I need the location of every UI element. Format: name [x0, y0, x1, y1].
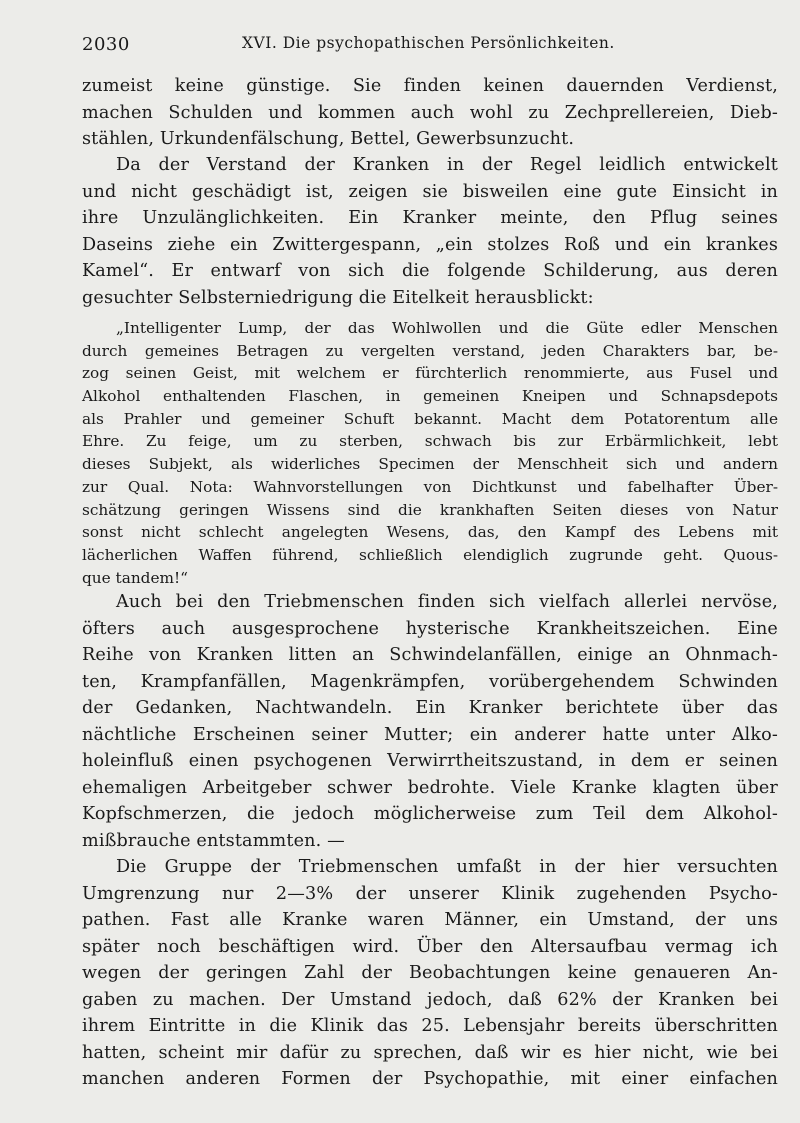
- text-line: gaben zu machen. Der Umstand jedoch, daß 62% der Kranken bei: [82, 989, 778, 1010]
- running-head: XVI. Die psychopathischen Persönlichkeiten.: [242, 34, 615, 52]
- text-line: ihre Unzulänglichkeiten. Ein Kranker meinte, den Pflug seines: [82, 208, 778, 228]
- page-header: [82, 30, 782, 58]
- text-line: später noch beschäftigen wird. Über den Altersaufbau vermag ich: [82, 936, 778, 957]
- paragraph-1: [82, 73, 778, 153]
- text-line: gesuchter Selbsterniedrigung die Eitelkeit herausblickt:: [82, 287, 594, 308]
- quote-line: „Intelligenter Lump, der das Wohlwollen und die Güte edler Menschen: [116, 319, 778, 337]
- text-line: Da der Verstand der Kranken in der Regel leidlich entwickelt: [116, 155, 778, 175]
- quote-line: sonst nicht schlecht angelegten Wesens, das, den Kampf des Lebens mit: [82, 523, 778, 542]
- text-line: ehemaligen Arbeitgeber schwer bedrohte. Viele Kranke klagten über: [82, 777, 778, 798]
- text-line: machen Schulden und kommen auch wohl zu Zechprellereien, Dieb-: [82, 102, 778, 123]
- text-line: Auch bei den Triebmenschen finden sich vielfach allerlei nervöse,: [116, 592, 778, 612]
- paragraph-3: [82, 589, 778, 854]
- text-line: Reihe von Kranken litten an Schwindelanfällen, einige an Ohnmach-: [82, 645, 778, 665]
- text-line: wegen der geringen Zahl der Beobachtungen keine genaueren An-: [82, 963, 778, 983]
- text-line: Daseins ziehe ein Zwittergespann, „ein stolzes Roß und ein krankes: [82, 234, 778, 255]
- paragraph-2: [82, 152, 778, 311]
- text-line: mißbrauche entstammten. —: [82, 830, 345, 851]
- block-quote: [82, 317, 778, 589]
- text-line: stählen, Urkundenfälschung, Bettel, Gewerbsunzucht.: [82, 129, 575, 149]
- paragraph-4: [82, 854, 778, 1093]
- text-line: Kopfschmerzen, die jedoch möglicherweise zum Teil dem Alkohol-: [82, 804, 778, 824]
- text-line: der Gedanken, Nachtwandeln. Ein Kranker berichtete über das: [82, 698, 778, 718]
- text-line: und nicht geschädigt ist, zeigen sie bisweilen eine gute Einsicht in: [82, 181, 778, 202]
- text-line: nächtliche Erscheinen seiner Mutter; ein anderer hatte unter Alko-: [82, 724, 778, 745]
- text-line: hatten, scheint mir dafür zu sprechen, daß wir es hier nicht, wie bei: [82, 1042, 778, 1063]
- quote-line: lächerlichen Waffen führend, schließlich elendiglich zugrunde geht. Quous-: [82, 545, 778, 564]
- quote-line: Alkohol enthaltenden Flaschen, in gemeinen Kneipen und Schnapsdepots: [82, 387, 778, 406]
- quote-line: zur Qual. Nota: Wahnvorstellungen von Dichtkunst und fabelhafter Über-: [82, 477, 778, 496]
- text-line: manchen anderen Formen der Psychopathie, mit einer einfachen: [82, 1069, 778, 1089]
- text-line: Die Gruppe der Triebmenschen umfaßt in der hier versuchten: [116, 857, 778, 877]
- text-line: pathen. Fast alle Kranke waren Männer, ein Umstand, der uns: [82, 910, 778, 930]
- text-line: ten, Krampfanfällen, Magenkrämpfen, vorübergehendem Schwinden: [82, 671, 778, 692]
- text-line: Kamel“. Er entwarf von sich die folgende Schilderung, aus deren: [82, 261, 778, 281]
- text-line: zumeist keine günstige. Sie finden keinen dauernden Verdienst,: [82, 76, 778, 96]
- text-line: holeinfluß einen psychogenen Verwirrtheitszustand, in dem er seinen: [82, 751, 778, 771]
- quote-line: zog seinen Geist, mit welchem er fürchterlich renommierte, aus Fusel und: [82, 364, 778, 383]
- quote-line: dieses Subjekt, als widerliches Specimen der Menschheit sich und andern: [82, 455, 778, 474]
- quote-line: als Prahler und gemeiner Schuft bekannt. Macht dem Potatorentum alle: [82, 409, 778, 428]
- text-line: öfters auch ausgesprochene hysterische Krankheitszeichen. Eine: [82, 618, 778, 639]
- page-number: 2030: [82, 34, 130, 55]
- quote-line: schätzung geringen Wissens sind die krankhaften Seiten dieses von Natur: [82, 500, 778, 519]
- quote-line: durch gemeines Betragen zu vergelten verstand, jeden Charakters bar, be-: [82, 341, 778, 360]
- quote-line: que tandem!“: [82, 568, 188, 587]
- text-line: Umgrenzung nur 2—3% der unserer Klinik zugehenden Psycho-: [82, 883, 778, 904]
- quote-line: Ehre. Zu feige, um zu sterben, schwach bis zur Erbärmlichkeit, lebt: [82, 432, 778, 451]
- text-line: ihrem Eintritte in die Klinik das 25. Lebensjahr bereits überschritten: [82, 1016, 778, 1036]
